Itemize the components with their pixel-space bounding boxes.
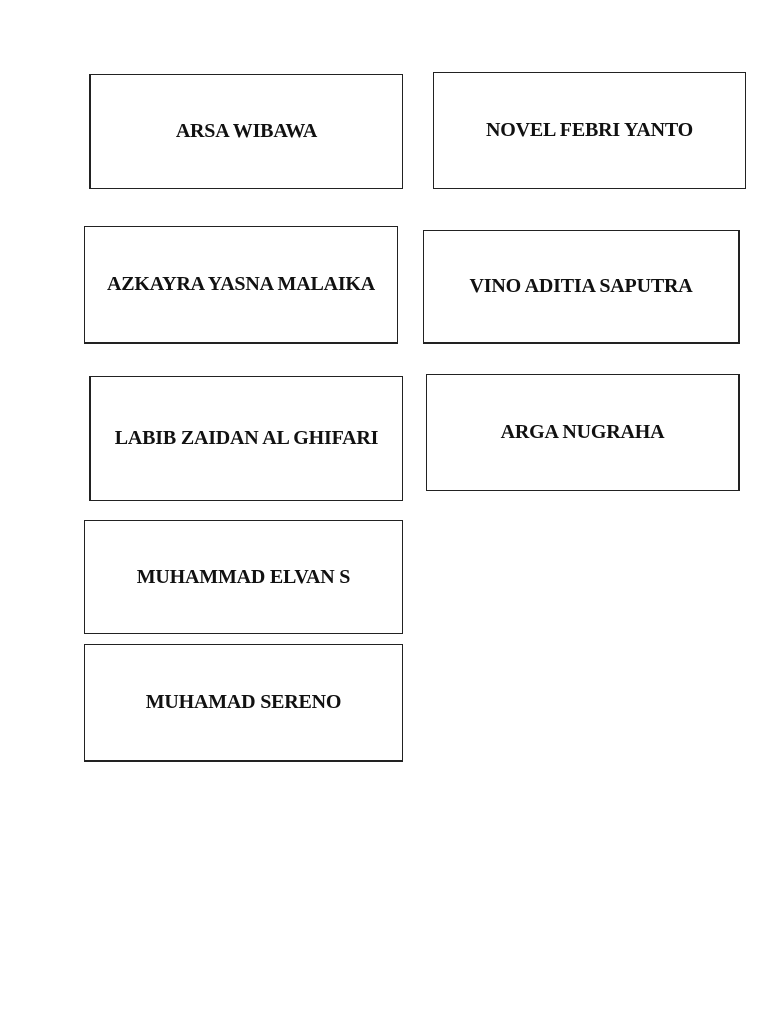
name-card xyxy=(433,72,746,189)
name-card xyxy=(423,230,740,344)
name-card xyxy=(426,374,740,491)
name-label: VINO ADITIA SAPUTRA xyxy=(469,275,693,297)
name-card xyxy=(84,520,403,634)
name-label: ARGA NUGRAHA xyxy=(500,421,665,443)
name-card xyxy=(84,644,403,762)
name-card xyxy=(84,226,398,344)
name-label: LABIB ZAIDAN AL GHIFARI xyxy=(114,427,379,449)
name-label: MUHAMAD SERENO xyxy=(145,691,342,713)
name-label: MUHAMMAD ELVAN S xyxy=(136,565,351,588)
name-card xyxy=(89,376,403,501)
name-card xyxy=(89,74,403,189)
name-label: AZKAYRA YASNA MALAIKA xyxy=(106,273,376,295)
name-label: NOVEL FEBRI YANTO xyxy=(485,119,694,141)
name-label: ARSA WIBAWA xyxy=(175,120,318,142)
